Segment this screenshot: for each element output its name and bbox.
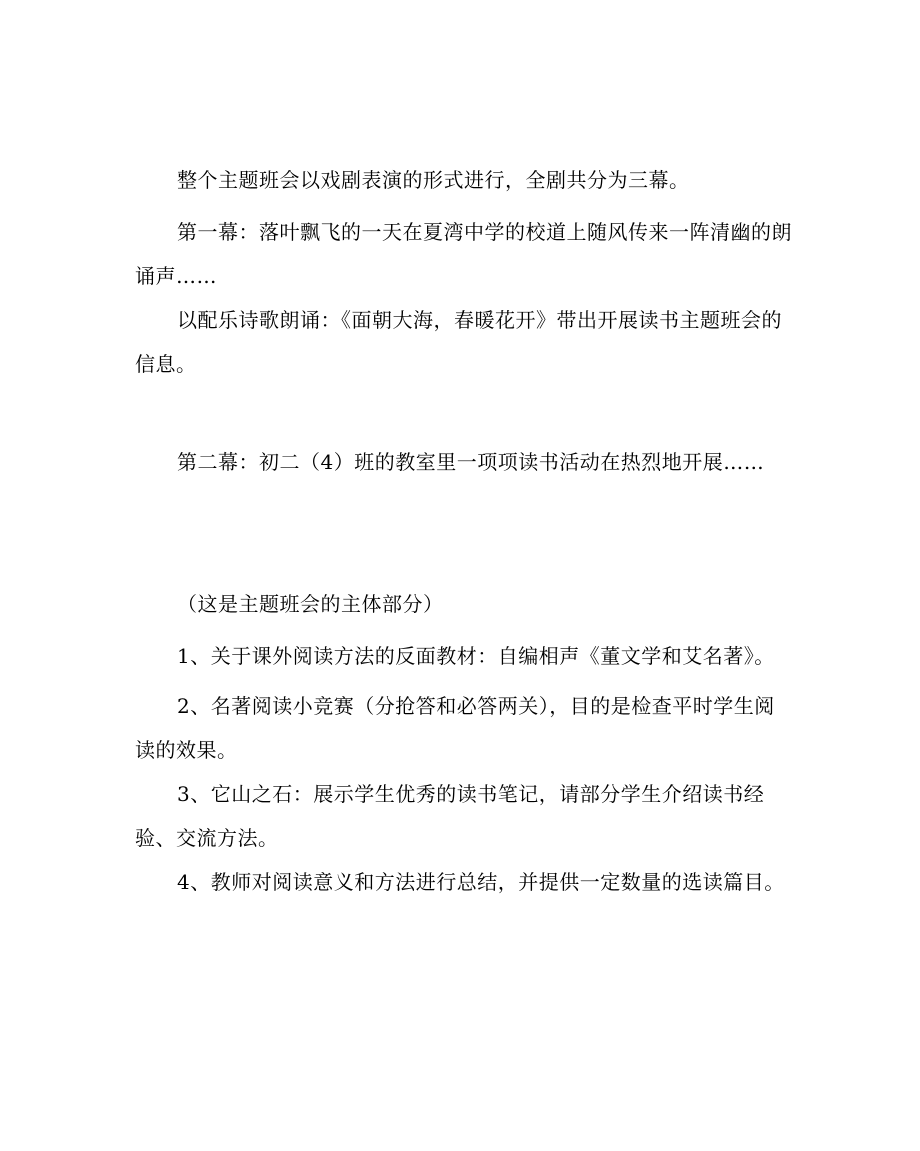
paragraph-intro: 整个主题班会以戏剧表演的形式进行，全剧共分为三幕。: [177, 168, 690, 192]
list-item-4: 4、教师对阅读意义和方法进行总结，并提供一定数量的选读篇目。: [177, 870, 785, 894]
paragraph-main-part-note: （这是主题班会的主体部分）: [177, 592, 444, 616]
list-item-1: 1、关于课外阅读方法的反面教材：自编相声《董文学和艾名著》。: [177, 644, 775, 668]
list-item-2: 2、名著阅读小竞赛（分抢答和必答两关），目的是检查平时学生阅读的效果。: [135, 694, 775, 762]
list-item-3: 3、它山之石：展示学生优秀的读书笔记，请部分学生介绍读书经验、交流方法。: [135, 782, 765, 850]
paragraph-act-one: 第一幕：落叶飘飞的一天在夏湾中学的校道上随风传来一阵清幽的朗诵声……: [135, 220, 792, 288]
paragraph-act-two: 第二幕：初二（4）班的教室里一项项读书活动在热烈地开展……: [177, 450, 765, 474]
paragraph-poem-recital: 以配乐诗歌朗诵：《面朝大海，春暖花开》带出开展读书主题班会的信息。: [135, 308, 782, 376]
